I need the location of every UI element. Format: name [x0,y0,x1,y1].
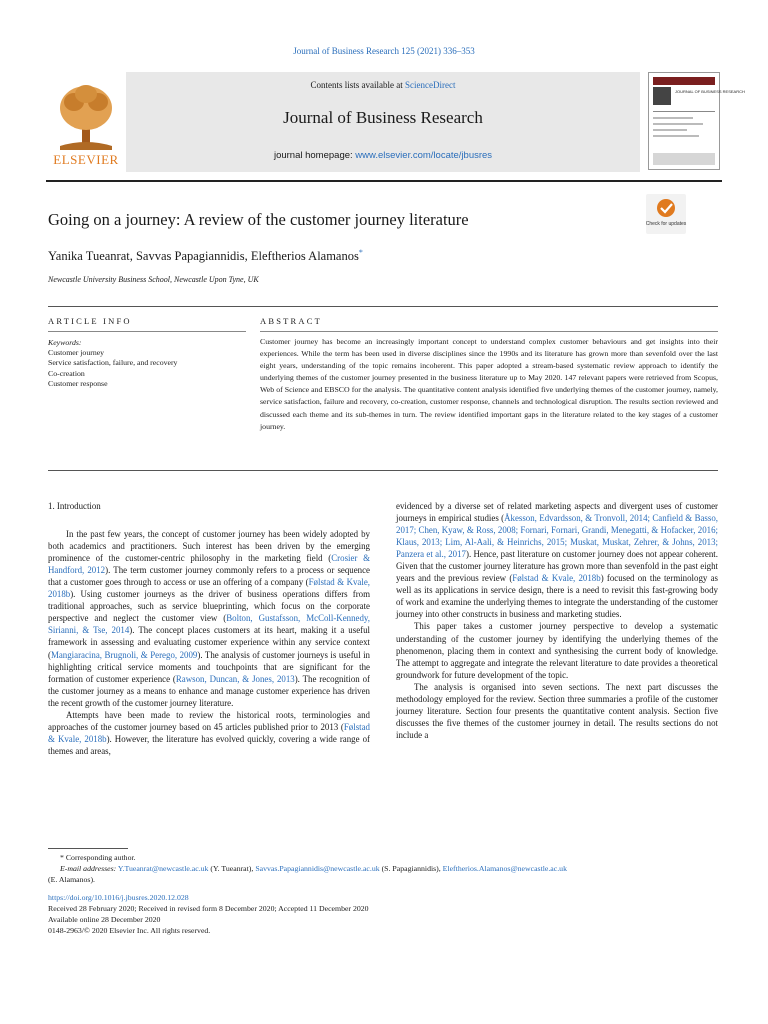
citation-link[interactable]: Følstad & Kvale, 2018b [48,577,370,600]
email-link[interactable]: Savvas.Papagiannidis@newcastle.ac.uk [255,864,380,874]
received-dates: Received 28 February 2020; Received in revised form 8 December 2020; Accepted 11 December 2020 [48,903,369,913]
abstract-rule [260,331,718,332]
citation-link[interactable]: Rawson, Duncan, & Jones, 2013 [175,673,295,684]
available-online: Available online 28 December 2020 [48,915,161,925]
check-updates-label: Check for updates [645,221,687,227]
abstract-heading: ABSTRACT [260,316,322,326]
paragraph: In the past few years, the concept of customer journey has been widely adopted by both academics and practitioners. Such interest has been driven by the emerging prominence of the customer-centric philosophy in the marketing field (Crosier & Handford, 2012). The term customer journey commonly refers to a process or sequence that a customer goes through to access or use an offering of a company (Følstad & Kvale, 2018b). Using customer journeys as the driver of business operations differs from traditional approaches, such as service blueprinting, which focus on the corporate perspective and neglect the customer view (Bolton, Gustafsson, McColl-Kennedy, Sirianni, & Tse, 2014). The concept places customers at its heart, making it a useful framework in assessing and evaluating customer experience within any service context (Mangiaracina, Brugnoli, & Perego, 2009). The analysis of customer journeys is useful in highlighting critical service moments and touchpoints that are significant for the formation of customer experience (Rawson, Duncan, & Jones, 2013). The recognition of the customer journey as a means to enhance and manage customer experience has driven the recent growth of the customer journey literature. [48,529,371,708]
paragraph: Attempts have been made to review the historical roots, terminologies and approaches of the customer journey based on 45 articles published prior to 2013 (Følstad & Kvale, 2018b). However, the literature has evolved quickly, covering a wide range of themes and areas, [48,709,370,756]
keywords-block [48,338,246,389]
footnotes [48,852,728,936]
citation-link[interactable]: Mangiaracina, Brugnoli, & Perego, 2009 [50,649,198,660]
header-divider [46,180,722,182]
citation-link[interactable]: Åkesson, Edvardsson, & Tronvoll, 2014; Canfield & Basso, 2017; Chen, Kyaw, & Ross, 2008; Fornari, Fornari, Grandi, Menegatti, & Hofacker, 2016; Klaus, 2013; Lim, Al-Aali, & Heinrichs, 2015; Muskat, Muskat, Zehrer, & Johns, 2013; Panzera et al., 2017 [396,513,718,560]
email-addresses-cont: (E. Alamanos). [48,875,95,885]
cover-title-text: JOURNAL OF BUSINESS RESEARCH [675,89,745,94]
keyword-item: Co-creation [48,368,85,378]
elsevier-wordmark: ELSEVIER [53,152,119,167]
homepage-link[interactable]: www.elsevier.com/locate/jbusres [355,150,493,161]
doi-link[interactable]: https://doi.org/10.1016/j.jbusres.2020.12.028 [48,892,189,902]
author-list [48,248,363,264]
email-link[interactable]: Eleftherios.Alamanos@newcastle.ac.uk [442,864,567,874]
corresponding-author-mark[interactable]: * [358,248,363,257]
journal-cover-thumbnail[interactable] [648,72,745,170]
check-for-updates-badge[interactable] [646,194,686,234]
footnote-rule [48,848,128,849]
keywords-label: Keywords: [48,338,82,347]
abstract-text: Customer journey has become an increasingly important concept to understand complex customer behaviours and get insights into their experiences. While the term has been used in diverse disciplines since the 1990s and its literature has grown more than sevenfold over the last eight years, understanding of the topic remains incoherent. This paper adopted a stream-based systematic review approach to identify the underlying themes of the customer journey presented in the business literature up to May 2020. 147 relevant papers were retrieved from Scopus, Web of Science and EBSCO for the analysis. The quantitative content analysis identified five underlying themes of the customer journey, namely, service satisfaction, failure and recovery, co-creation, customer response, channels and technological disruption. The results section reviewed and discussed each theme and its sub-themes in turn. The review identified important gaps in the literature related to the key stages of a customer journey. [260,337,718,431]
author-affiliation: Newcastle University Business School, Newcastle Upon Tyne, UK [48,275,259,284]
paragraph: evidenced by a diverse set of related marketing aspects and divergent uses of customer journeys in empirical studies (Åkesson, Edvardsson, & Tronvoll, 2014; Canfield & Basso, 2017; Chen, Kyaw, & Ross, 2008; Fornari, Fornari, Grandi, Menegatti, & Hofacker, 2016; Klaus, 2013; Lim, Al-Aali, & Heinrichs, 2015; Muskat, Muskat, Zehrer, & Johns, 2013; Panzera et al., 2017). Hence, past literature on customer journey does not appear coherent. Given that the customer journey literature has grown more than sevenfold in the past eight years and the previous review (Følstad & Kvale, 2018b) focused on the terminology as well as its applications in service design, there is a need to revisit this fast-growing body of work and examine the underlying themes to integrate the understanding of the customer journey into other constructs in business and marketing studies. [396,501,718,620]
keyword-item: Service satisfaction, failure, and recovery [48,358,178,368]
section-heading-introduction: 1. Introduction [48,501,101,511]
citation-link[interactable]: Bolton, Gustafsson, McColl-Kennedy, Sirianni, & Tse, 2014 [48,613,370,636]
citation-link[interactable]: Følstad & Kvale, 2018b [512,573,601,584]
keyword-item: Customer journey [48,348,105,358]
journal-citation[interactable]: Journal of Business Research 125 (2021) 336–353 [293,46,475,56]
article-info-rule [48,331,246,332]
title-divider [48,306,718,307]
email-link[interactable]: Y.Tueanrat@newcastle.ac.uk [117,864,209,874]
homepage-prefix: journal homepage: [273,150,356,161]
paper-title: Going on a journey: A review of the customer journey literature [48,210,469,229]
corresponding-author-note: * Corresponding author. [60,853,136,862]
elsevier-logo [46,72,126,172]
authors-names: Yanika Tueanrat, Savvas Papagiannidis, Eleftherios Alamanos [48,249,359,264]
body-column-right [396,500,718,741]
abstract-divider [48,470,718,471]
citation-link[interactable]: Crosier & Handford, 2012 [48,553,370,576]
copyright: 0148-2963/© 2020 Elsevier Inc. All rights reserved. [48,926,211,936]
contents-prefix: Contents lists available at [310,80,405,90]
article-info-heading: ARTICLE INFO [48,316,132,326]
journal-title: Journal of Business Research [283,108,483,127]
paragraph: This paper takes a customer journey perspective to develop a systematic understanding of the customer journey by identifying the underlying themes of the phenomenon, placing them in context and synthesising the current body of knowledge. The attempt to aggregate and integrate the relevant literature to date provides a theoretical groundwork for future development of the topic. [396,621,718,680]
email-addresses: E-mail addresses: Y.Tueanrat@newcastle.ac.uk (Y. Tueanrat), Savvas.Papagiannidis@newcastle.ac.uk (S. Papagiannidis), Eleftherios.Alamanos@newcastle.ac.uk [60,864,567,874]
journal-homepage [126,150,640,161]
keyword-item: Customer response [48,378,108,388]
citation-link[interactable]: Følstad & Kvale, 2018b [48,721,370,744]
body-column-left [48,500,370,757]
sciencedirect-link[interactable]: ScienceDirect [405,80,456,90]
contents-availability [126,80,640,90]
paragraph: The analysis is organised into seven sections. The next part discusses the methodology employed for the review. Section three summaries a profile of the customer journey literature. Section four presents the quantitative content analysis. Section five discusses the five themes of the customer journey in detail. The results sections do not include a [396,681,718,740]
